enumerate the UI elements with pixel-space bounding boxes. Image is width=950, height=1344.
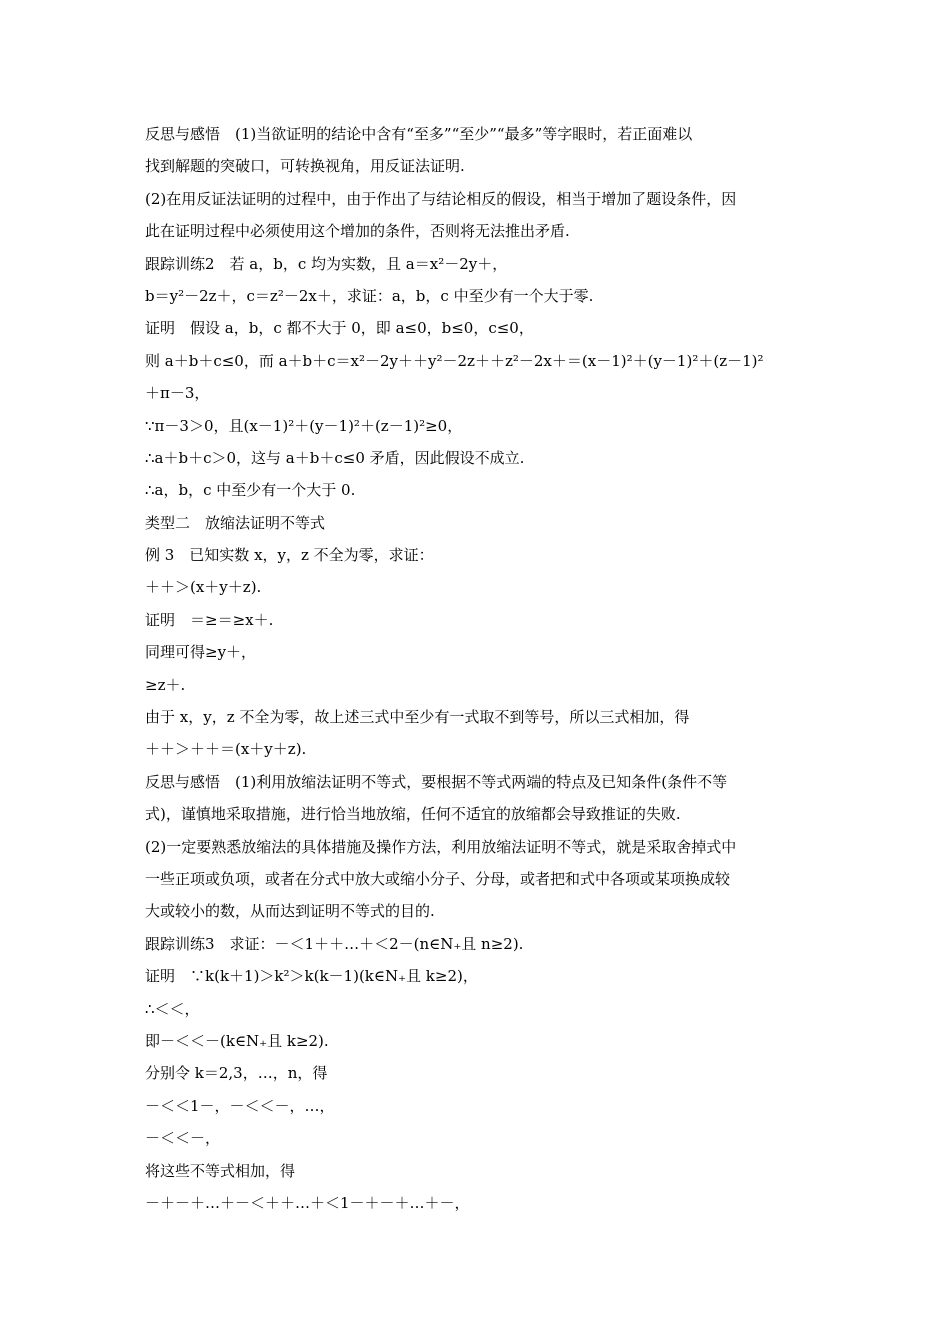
text-line: 跟踪训练2 若 a，b，c 均为实数，且 a＝x²－2y＋， — [145, 254, 508, 273]
text-line: ∴＜＜， — [145, 999, 200, 1018]
text-line: (2)一定要熟悉放缩法的具体措施及操作方法，利用放缩法证明不等式，就是采取舍掉式中 — [145, 837, 737, 856]
text-line: ∴a＋b＋c＞0，这与 a＋b＋c≤0 矛盾，因此假设不成立. — [145, 448, 525, 467]
text-line: ＋π－3， — [145, 384, 210, 403]
text-line: 此在证明过程中必须使用这个增加的条件，否则将无法推出矛盾. — [145, 222, 570, 241]
text-line: 证明 ＝≥＝≥x＋. — [145, 610, 274, 629]
text-line: 证明 假设 a，b，c 都不大于 0，即 a≤0，b≤0，c≤0， — [145, 319, 534, 338]
text-line: －＋－＋…＋－＜＋＋…＋＜1－＋－＋…＋－， — [145, 1193, 470, 1212]
text-line: 分别令 k＝2,3，…，n，得 — [145, 1064, 328, 1083]
text-line: 同理可得≥y＋， — [145, 643, 257, 662]
text-line: 反思与感悟 (1)利用放缩法证明不等式，要根据不等式两端的特点及已知条件(条件不等 — [145, 772, 728, 791]
text-line: b＝y²－2z＋，c＝z²－2x＋，求证：a，b，c 中至少有一个大于零. — [145, 286, 594, 305]
text-line: 跟踪训练3 求证：－＜1＋＋…＋＜2－(n∈N₊且 n≥2). — [145, 934, 524, 953]
text-line: 找到解题的突破口，可转换视角，用反证法证明. — [145, 157, 465, 176]
text-line: (2)在用反证法证明的过程中，由于作出了与结论相反的假设，相当于增加了题设条件，因 — [145, 189, 737, 208]
text-line: 一些正项或负项，或者在分式中放大或缩小分子、分母，或者把和式中各项或某项换成较 — [145, 869, 731, 888]
text-line: ≥z＋. — [145, 675, 186, 694]
text-line: ∴a，b，c 中至少有一个大于 0. — [145, 481, 356, 500]
text-line: ∵π－3＞0，且(x－1)²＋(y－1)²＋(z－1)²≥0， — [145, 416, 463, 435]
text-line: 则 a＋b＋c≤0，而 a＋b＋c＝x²－2y＋＋y²－2z＋＋z²－2x＋＝(x－1)²＋(y－1)²＋(z－1)² — [145, 351, 764, 370]
text-line: 式)，谨慎地采取措施，进行恰当地放缩，任何不适宜的放缩都会导致推证的失败. — [145, 805, 681, 824]
text-line: ＋＋＞＋＋＝(x＋y＋z). — [145, 740, 307, 759]
text-line: ＋＋＞(x＋y＋z). — [145, 578, 262, 597]
text-line: 大或较小的数，从而达到证明不等式的目的. — [145, 902, 435, 921]
text-line: 由于 x，y，z 不全为零，故上述三式中至少有一式取不到等号，所以三式相加，得 — [145, 708, 690, 727]
text-line: 将这些不等式相加，得 — [145, 1161, 296, 1180]
text-line: 反思与感悟 (1)当欲证明的结论中含有“至多”“至少”“最多”等字眼时，若正面难以 — [145, 125, 693, 143]
text-line: 证明 ∵k(k＋1)＞k²＞k(k－1)(k∈N₊且 k≥2)， — [145, 967, 478, 986]
text-line: －＜＜－， — [145, 1129, 221, 1148]
section-heading: 类型二 放缩法证明不等式 — [145, 513, 326, 532]
document-body — [145, 118, 810, 1219]
example-heading: 例 3 已知实数 x，y，z 不全为零，求证： — [145, 546, 434, 565]
text-line: －＜＜1－，－＜＜－，…， — [145, 1096, 335, 1115]
text-line: 即－＜＜－(k∈N₊且 k≥2). — [145, 1031, 329, 1050]
